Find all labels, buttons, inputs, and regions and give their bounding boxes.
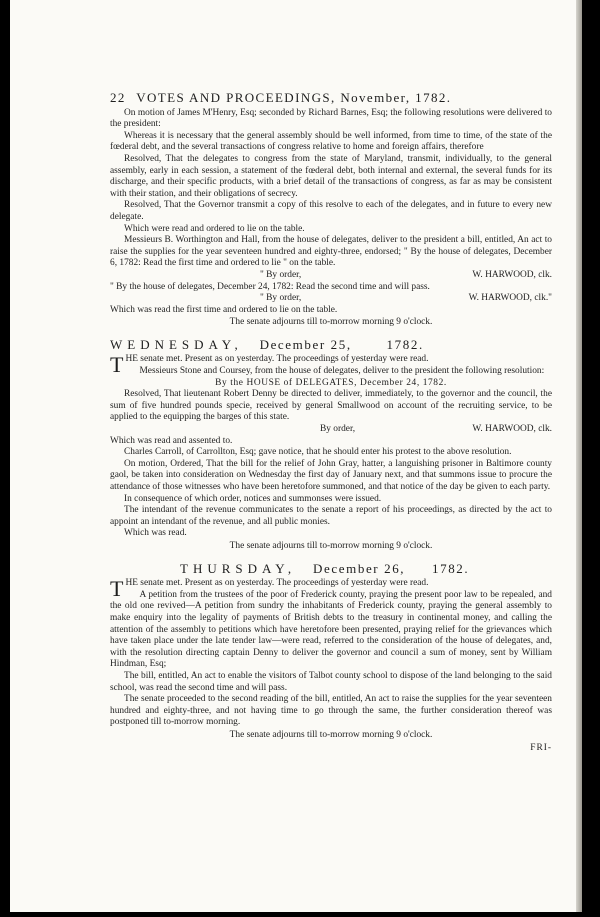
resolved-paragraph-2: Resolved, That the Governor transmit a copy of this resolve to each of the delegates, and in future to every new delegate. <box>110 200 552 222</box>
assented-paragraph: Which was read and assented to. <box>110 435 233 446</box>
senate-met-text-1: HE senate met. Present as on yesterday. The proceedings of yesterday were read. <box>125 354 429 365</box>
date-wednesday: December 25, <box>259 336 352 352</box>
year-wednesday: 1782. <box>386 336 424 352</box>
weekday-thursday: THURSDAY, <box>180 560 297 576</box>
signature-line-1 <box>110 270 552 282</box>
by-order-2: " By order, <box>260 293 302 304</box>
running-title: VOTES AND PROCEEDINGS, November, 1782. <box>136 90 452 105</box>
senate-met-paragraph-2 <box>110 576 552 602</box>
drop-cap-1: T <box>110 352 124 378</box>
day-heading-wednesday <box>110 336 552 352</box>
page-content <box>110 92 552 755</box>
date-thursday: December 26, <box>313 560 406 576</box>
talbot-school-paragraph: The bill, entitled, An act to enable the visitors of Talbot county school to dispose of the land belonging to the said school, was read the second time and will pass. <box>110 670 552 693</box>
clerk-1: W. HARWOOD, clk. <box>472 269 552 280</box>
supplies-bill-paragraph: The senate proceeded to the second reading of the bill, entitled, An act to raise the supplies for the year seventeen hundred and eighty-three, and not having time to go through the same, the further consideration thereof was postponed till to-morrow morning. <box>110 694 552 728</box>
clerk-3: W. HARWOOD, clk. <box>472 424 552 435</box>
signature-line-3 <box>110 424 552 436</box>
clerk-2: W. HARWOOD, clk." <box>468 293 552 304</box>
first-reading-paragraph: Which was read the first time and ordered to lie on the table. <box>110 304 338 315</box>
gray-relief-paragraph: On motion, Ordered, That the bill for the relief of John Gray, hatter, a languishing prisoner in Baltimore county gaol, be taken into consideration on Wednesday the first day of January next, and that summons issue to procure the attendance of those witnesses who have been heretofore summoned, and that notice of the day be given to each party. <box>110 458 552 492</box>
by-order-1: " By order, <box>260 269 302 280</box>
adjournment-3: The senate adjourns till to-morrow morning 9 o'clock. <box>229 729 433 740</box>
drop-cap-2: T <box>110 576 124 602</box>
year-thursday: 1782. <box>432 560 470 576</box>
which-was-read: Which was read. <box>124 528 187 539</box>
motion-paragraph: On motion of James M'Henry, Esq; seconded by Richard Barnes, Esq; the following resolutions were delivered to the president: <box>110 107 552 130</box>
resolved-paragraph-1: Resolved, That the delegates to congress from the state of Maryland, transmit, individually, to the general assembly, early in each session, a statement of the fœderal debt, both internal and external, the several funds for its discharge, and their specific products, with a brief detail of the transactions of congress, as far as may be consistent with their station, and their obligations of secrecy. <box>110 153 552 199</box>
weekday-wednesday: WEDNESDAY, <box>110 336 243 352</box>
table-order-paragraph: Which were read and ordered to lie on the table. <box>124 223 305 234</box>
bill-delivery-paragraph: Messieurs B. Worthington and Hall, from the house of delegates, deliver to the president a bill, entitled, An act to raise the supplies for the year seventeen hundred and eighty-three, endorsed; " By the house of delegates, December 6, 1782: Read the first time and ordered to lie " on the table. <box>110 235 552 269</box>
adjournment-1: The senate adjourns till to-morrow morning 9 o'clock. <box>229 317 433 328</box>
whereas-paragraph: Whereas it is necessary that the general assembly should be well informed, from time to time, of the state of the fœderal debt, and the several transactions of congress relative to home and foreign affairs, therefore <box>110 130 552 153</box>
page-number: 22 <box>110 90 126 105</box>
by-order-3: By order, <box>320 424 356 435</box>
running-header <box>110 92 552 104</box>
carroll-protest-paragraph: Charles Carroll, of Carrollton, Esq; gave notice, that he should enter his protest to the above resolution. <box>124 447 512 458</box>
frederick-petition-paragraph: A petition from the trustees of the poor of Frederick county, praying the present poor law to be repealed, and the old one revived—A petition from sundry the inhabitants of Frederick county, praying the general assembly to make enquiry into the legality of payments of British debts to the treasury in continental money, and calling the attention of the assembly to petitions which have heretofore been presented, praying relief for the grievances which have taken place under the late tender law—were read, referred to the consideration of the house of delegates, and, with the resolution directing captain Denny to deliver the governor and council a sum of money, sent by William Hindman, Esq; <box>110 589 552 670</box>
house-of-delegates-line: By the HOUSE of DELEGATES, December 24, 1782. <box>215 377 447 388</box>
day-heading-thursday <box>110 560 552 576</box>
denny-resolution: Resolved, That lieutenant Robert Denny be directed to deliver, immediately, to the governor and the council, the sum of five hundred pounds specie, received by general Smallwood on account of the recruiting service, to be applied to the equipping the barges of this state. <box>110 389 552 423</box>
page-edge-shadow <box>576 0 582 912</box>
messieurs-paragraph: Messieurs Stone and Coursey, from the house of delegates, deliver to the president the following resolution: <box>139 366 545 377</box>
signature-line-2 <box>110 293 552 305</box>
document-page <box>10 0 582 912</box>
adjournment-2: The senate adjourns till to-morrow morning 9 o'clock. <box>229 540 433 551</box>
summonses-paragraph: In consequence of which order, notices and summonses were issued. <box>124 493 382 504</box>
second-reading-paragraph: " By the house of delegates, December 24, 1782: Read the second time and will pass. <box>110 281 430 292</box>
intendant-paragraph: The intendant of the revenue communicates to the senate a report of his proceedings, as directed by the act to appoint an intendant of the revenue, and all public monies. <box>110 505 552 527</box>
senate-met-text-2: HE senate met. Present as on yesterday. The proceedings of yesterday were read. <box>125 578 429 589</box>
catchword: FRI- <box>530 743 552 754</box>
